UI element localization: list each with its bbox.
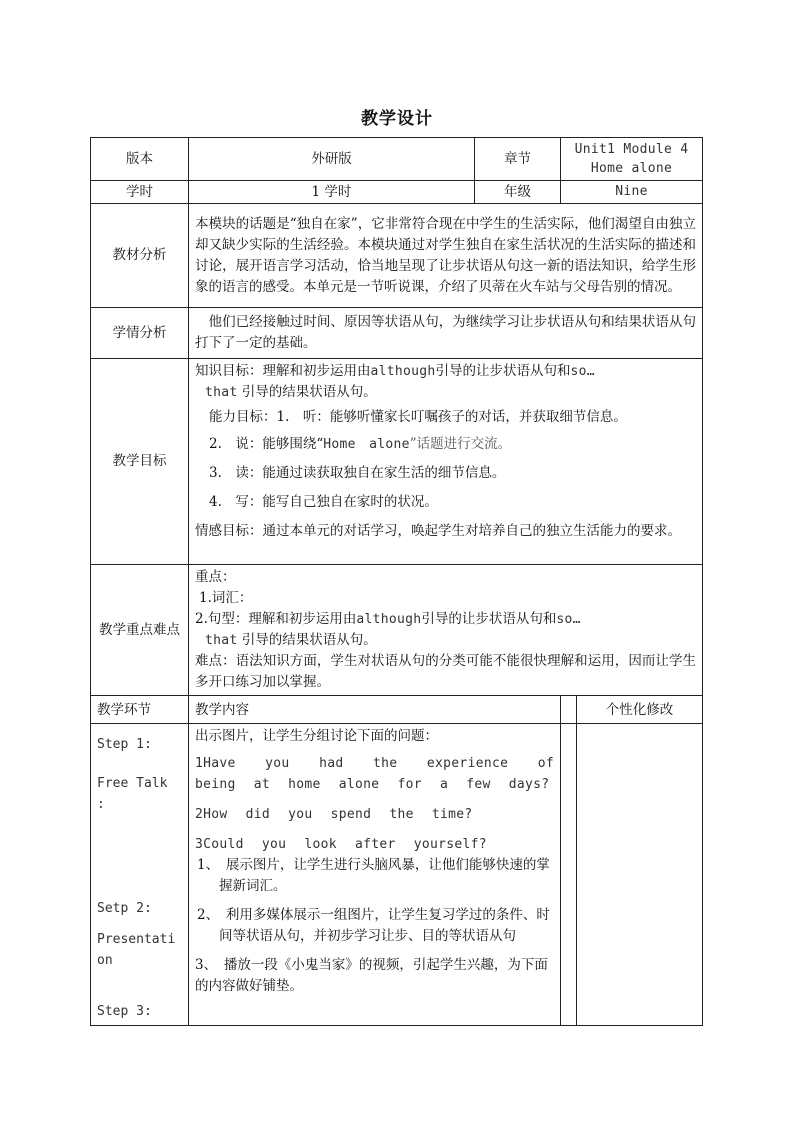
- process-q2: 2How did you spend the time?: [195, 807, 473, 822]
- chapter-line1: Unit1 Module 4: [574, 142, 689, 157]
- process-content-header: 教学内容: [189, 696, 561, 724]
- chapter-line2: Home alone: [590, 161, 673, 176]
- process-p1: 1、 展示图片，让学生进行头脑风暴，让他们能够快速的掌握新词汇。: [197, 857, 550, 894]
- process-spacer-header: [561, 696, 577, 724]
- hours-label: 学时: [91, 181, 189, 204]
- step3-label: Step 3:: [97, 1004, 152, 1019]
- goal-knowledge: [195, 361, 696, 403]
- process-q3: 3Could you look after yourself?: [195, 837, 487, 852]
- goal-knowledge-en1: although: [370, 364, 436, 379]
- key-points-item2-text: 2.句型：理解和初步运用由: [195, 611, 357, 627]
- step2-name: Presentation: [97, 932, 176, 968]
- goal-ability-2-text: 2. 说：能够围绕“: [209, 436, 324, 452]
- process-step-header: 教学环节: [91, 696, 189, 724]
- material-text: 本模块的话题是“独自在家”，它非常符合现在中学生的生活实际，他们渴望自由独立却又缺少实际的生活经验。本模块通过对学生独自在家生活状况的生活实际的描述和讨论，展开语言学习活动，恰当地呈现了让步状语从句这一新的语法知识，给学生形象的语言的感受。本单元是一节听说课，介绍了贝蒂在火车站与父母告别的情况。: [189, 204, 703, 308]
- table-row-process-body: [91, 724, 703, 1026]
- key-points-item2-en3: that: [205, 633, 238, 648]
- key-points-item2-en2: so…: [556, 612, 581, 627]
- grade-label: 年级: [475, 181, 561, 204]
- key-points-label: 教学重点难点: [91, 565, 189, 696]
- chapter-label: 章节: [475, 138, 561, 181]
- version-label: 版本: [91, 138, 189, 181]
- process-intro: 出示图片，让学生分组讨论下面的问题：: [195, 728, 438, 744]
- version-value: 外研版: [189, 138, 475, 181]
- goal-ability-4: 4. 写：能写自己独自在家时的状况。: [209, 494, 438, 510]
- process-p3: 3、 播放一段《小鬼当家》的视频，引起学生兴趣，为下面的内容做好铺垫。: [195, 957, 548, 994]
- table-row-key-points: [91, 565, 703, 696]
- table-row-process-header: [91, 696, 703, 724]
- process-q1: 1Have you had the experience of being at home alone for a few days?: [195, 756, 554, 792]
- step1-name: Free Talk :: [97, 776, 168, 812]
- step1-label: Step 1:: [97, 737, 152, 752]
- process-p2: 2、 利用多媒体展示一组图片，让学生复习学过的条件、时间等状语从句，并初步学习让步、目的等状语从句: [197, 907, 550, 944]
- table-row-version: [91, 138, 703, 181]
- students-text: 他们已经接触过时间、原因等状语从句，为继续学习让步状语从句和结果状语从句打下了一定的基础。: [189, 308, 703, 359]
- page-title: 教学设计: [361, 109, 433, 129]
- key-points-difficulty: 难点：语法知识方面，学生对状语从句的分类可能不能很快理解和运用，因而让学生多开口练习加以掌握。: [195, 653, 696, 690]
- process-steps-cell: [91, 724, 189, 1026]
- key-points-heading: 重点：: [195, 569, 236, 585]
- goal-ability-2-text2: ”话题进行交流。: [409, 436, 512, 452]
- goal-ability-2: [195, 434, 696, 455]
- key-points-item2-en1: although: [356, 612, 422, 627]
- goal-ability-2-en: Home alone: [323, 437, 410, 452]
- table-row-material: [91, 204, 703, 308]
- key-points-item1: 1.词汇：: [199, 590, 253, 606]
- key-points-item2-text3: 引导的结果状语从句。: [237, 632, 377, 648]
- table-row-goals: [91, 359, 703, 565]
- lesson-plan-table: [90, 137, 703, 1026]
- goal-ability-1: 能力目标：1. 听：能够听懂家长叮嘱孩子的对话，并获取细节信息。: [209, 409, 627, 425]
- key-points-item2-text2: 引导的让步状语从句和: [421, 611, 557, 627]
- hours-value: 1 学时: [189, 181, 475, 204]
- goal-knowledge-text2: 引导的让步状语从句和: [435, 363, 571, 379]
- goal-knowledge-en2: so…: [570, 364, 595, 379]
- table-row-hours: [91, 181, 703, 204]
- goal-knowledge-text: 知识目标：理解和初步运用由: [195, 363, 371, 379]
- process-personal-cell: [577, 724, 703, 1026]
- grade-value: Nine: [561, 181, 703, 204]
- students-label: 学情分析: [91, 308, 189, 359]
- chapter-value: [561, 138, 703, 181]
- step2-label: Setp 2:: [97, 901, 152, 916]
- goal-ability-3: 3. 读：能通过读获取独自在家生活的细节信息。: [209, 465, 506, 481]
- goal-knowledge-en3: that: [205, 385, 238, 400]
- goal-emotion: 情感目标：通过本单元的对话学习，唤起学生对培养自己的独立生活能力的要求。: [195, 523, 681, 539]
- process-personal-header: 个性化修改: [577, 696, 703, 724]
- goals-content: [189, 359, 703, 565]
- table-row-students: [91, 308, 703, 359]
- process-spacer-cell: [561, 724, 577, 1026]
- goal-knowledge-text3: 引导的结果状语从句。: [237, 384, 377, 400]
- key-points-content: [189, 565, 703, 696]
- process-content-cell: [189, 724, 561, 1026]
- material-label: 教材分析: [91, 204, 189, 308]
- key-points-item2: [195, 609, 696, 651]
- goals-label: 教学目标: [91, 359, 189, 565]
